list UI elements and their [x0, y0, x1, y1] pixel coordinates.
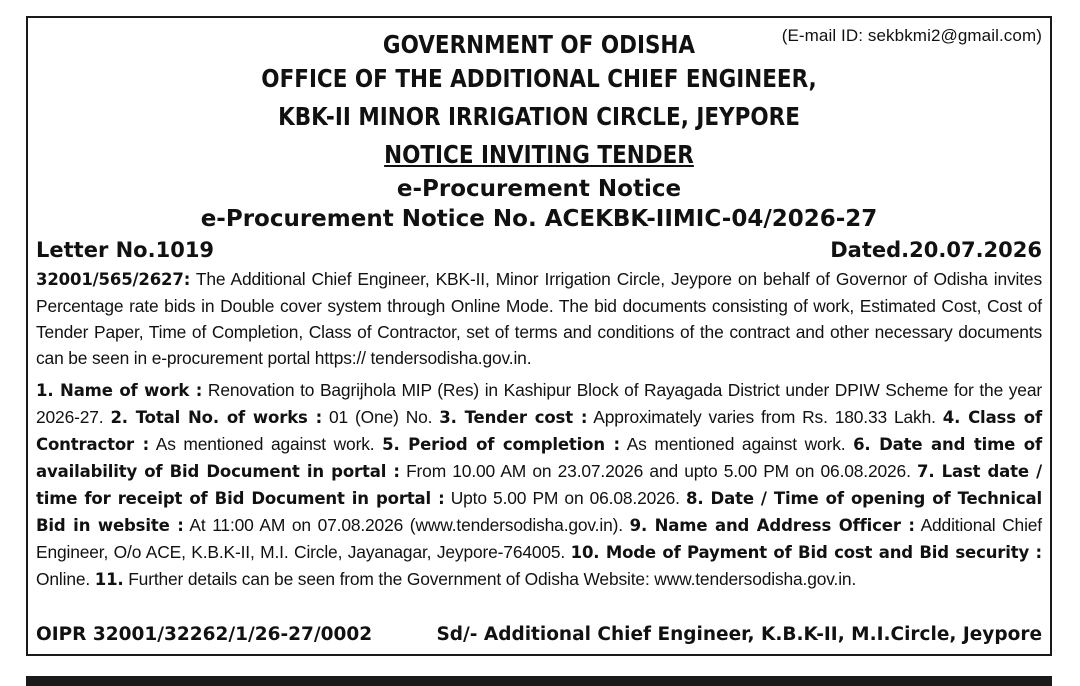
item-label: 2. Total No. of works : — [110, 408, 323, 427]
intro-paragraph — [36, 266, 1042, 371]
letter-number: Letter No.1019 — [36, 238, 215, 262]
intro-ref: 32001/565/2627: — [36, 270, 191, 289]
item-label: 9. Name and Address Officer : — [629, 516, 915, 535]
item-value: As mentioned against work. — [149, 434, 383, 454]
item-label: 8. Date / Time of opening of Technical Bid in website : — [36, 489, 1042, 535]
items-paragraph — [36, 377, 1042, 593]
heading-circle: KBK-II MINOR IRRIGATION CIRCLE, JEYPORE — [278, 102, 800, 131]
heading-notice-inviting-tender: NOTICE INVITING TENDER — [384, 140, 694, 169]
item-value: Approximately varies from Rs. 180.33 Lakh. — [587, 407, 943, 427]
item-value: 01 (One) No. — [322, 407, 440, 427]
item-value: Renovation to Bagrijhola MIP (Res) in Kashipur Block of Rayagada District under DPIW Scheme for the year 2026-27. — [36, 380, 1042, 427]
item-label: 11. — [94, 570, 124, 589]
item-value: As mentioned against work. — [620, 434, 854, 454]
item-label: 3. Tender cost : — [439, 408, 588, 427]
item-value: Additional Chief Engineer, O/o ACE, K.B.K-II, M.I. Circle, Jayanagar, Jeypore-764005. — [36, 515, 1042, 562]
item-label: 7. Last date / time for receipt of Bid Document in portal : — [36, 462, 1042, 508]
item-value: Online. — [36, 569, 95, 589]
item-value: Upto 5.00 PM on 06.08.2026. — [444, 488, 687, 508]
item-label: 1. Name of work : — [36, 381, 203, 400]
letter-date: Dated.20.07.2026 — [830, 238, 1042, 262]
item-label: 10. Mode of Payment of Bid cost and Bid security : — [570, 543, 1043, 562]
email-id: (E-mail ID: sekbkmi2@gmail.com) — [781, 26, 1042, 45]
item-value: At 11:00 AM on 07.08.2026 (www.tendersodisha.gov.in). — [183, 515, 630, 535]
item-label: 5. Period of completion : — [382, 435, 620, 454]
tender-notice — [26, 16, 1052, 656]
heading-office: OFFICE OF THE ADDITIONAL CHIEF ENGINEER, — [261, 64, 817, 93]
item-value: Further details can be seen from the Government of Odisha Website: www.tendersodisha.gov.in. — [123, 569, 857, 589]
heading-notice-number: e-Procurement Notice No. ACEKBK-IIMIC-04/2026-27 — [200, 206, 878, 232]
item-value: From 10.00 AM on 23.07.2026 and upto 5.00 PM on 06.08.2026. — [399, 461, 917, 481]
intro-text: The Additional Chief Engineer, KBK-II, Minor Irrigation Circle, Jeypore on behalf of Governor of Odisha invites Percentage rate bids in Double cover system through Online Mode. The bid documents consisting of work, Estimated Cost, Cost of Tender Paper, Time of Completion, Class of Contractor, set of terms and conditions of the contract and other necessary documents can be seen in e-procurement portal https:// tendersodisha.gov.in. — [36, 269, 1042, 368]
item-label: 6. Date and time of availability of Bid Document in portal : — [36, 435, 1042, 481]
item-label: 4. Class of Contractor : — [36, 408, 1042, 454]
bottom-rule — [26, 676, 1052, 686]
oipr-number: OIPR 32001/32262/1/26-27/0002 — [36, 624, 373, 645]
signature: Sd/- Additional Chief Engineer, K.B.K-II, M.I.Circle, Jeypore — [436, 624, 1042, 645]
notice-body — [36, 266, 1042, 593]
heading-government: GOVERNMENT OF ODISHA — [382, 30, 696, 59]
heading-e-procurement: e-Procurement Notice — [396, 176, 682, 202]
